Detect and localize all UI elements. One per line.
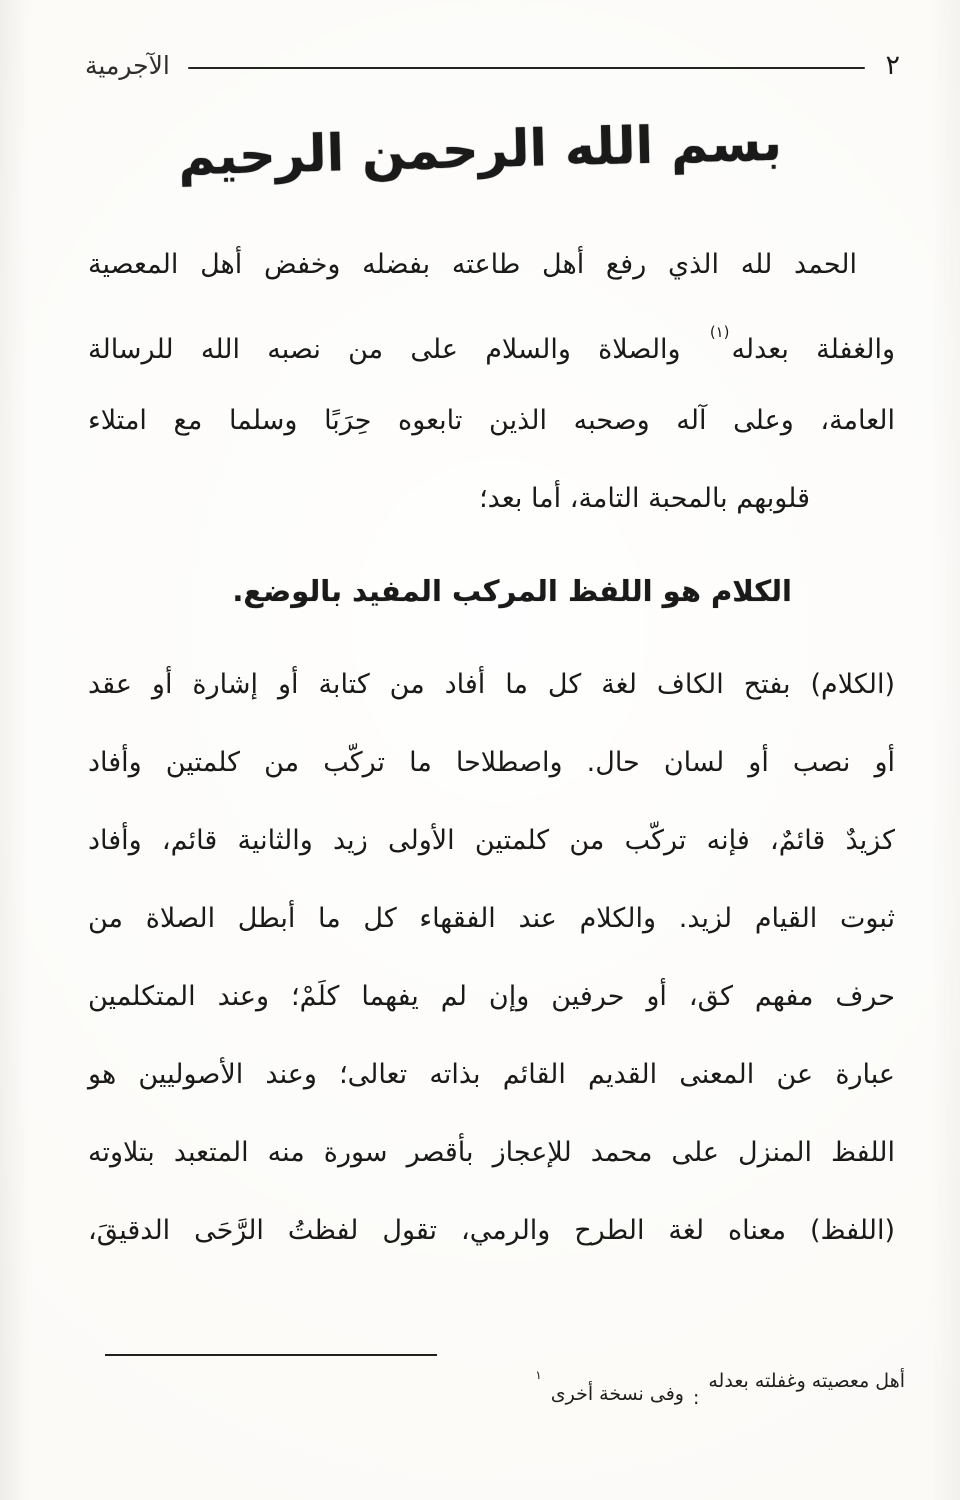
text-line: (اللفظ) معناه لغة الطرح والرمي، تقول لفظتُ الرَّحَى الدقيقَ، [88, 1215, 895, 1246]
text-line: ثبوت القيام لزيد. والكلام عند الفقهاء كل ما أبطل الصلاة من [88, 903, 895, 934]
body-text [88, 226, 895, 1270]
bismillah-calligraphy: بسم الله الرحمن الرحيم [177, 113, 783, 187]
text-line [88, 304, 895, 382]
header-rule [188, 67, 866, 69]
book-title: الآجرمية [85, 50, 170, 80]
footnote-number: ١ [535, 1368, 542, 1382]
section-heading: الكلام هو اللفظ المركب المفيد بالوضع. [232, 574, 792, 608]
text-line: اللفظ المنزل على محمد للإعجاز بأقصر سورة منه المتعبد بتلاوته [88, 1137, 895, 1168]
footnote-separator [105, 1354, 437, 1356]
footnote-colon: : [692, 1387, 700, 1409]
footnote-ref-marker: (١) [709, 322, 730, 341]
footnote [535, 1368, 905, 1409]
text-line-segment: والغفلة بعدله [731, 334, 895, 365]
text-line: قلوبهم بالمحبة التامة، أما بعد؛ [479, 483, 810, 514]
footnote-variant-text: أهل معصيته وغفلته بعدله [708, 1370, 905, 1392]
text-line: العامة، وعلى آله وصحبه الذين تابعوه حِرَبًا وسلما مع امتلاء [88, 405, 895, 436]
text-line: (الكلام) بفتح الكاف لغة كل ما أفاد من كتابة أو إشارة أو عقد [88, 669, 895, 700]
page-number: ٢ [885, 49, 900, 81]
footnote-intro: وفى نسخة أخرى [550, 1383, 684, 1405]
text-line: الحمد لله الذي رفع أهل طاعته بفضله وخفض أهل المعصية [88, 249, 857, 280]
text-line: كزيدٌ قائمٌ، فإنه تركّب من كلمتين الأولى زيد والثانية قائم، وأفاد [88, 825, 895, 856]
text-line: عبارة عن المعنى القديم القائم بذاته تعالى؛ وعند الأصوليين هو [88, 1059, 895, 1090]
text-line-segment: والصلاة والسلام على من نصبه الله للرسالة [88, 334, 708, 365]
text-line: أو نصب أو لسان حال. واصطلاحا ما تركّب من كلمتين وأفاد [88, 747, 895, 778]
text-line: حرف مفهم كق، أو حرفين وإن لم يفهما كلَمْ؛ وعند المتكلمين [88, 981, 895, 1012]
